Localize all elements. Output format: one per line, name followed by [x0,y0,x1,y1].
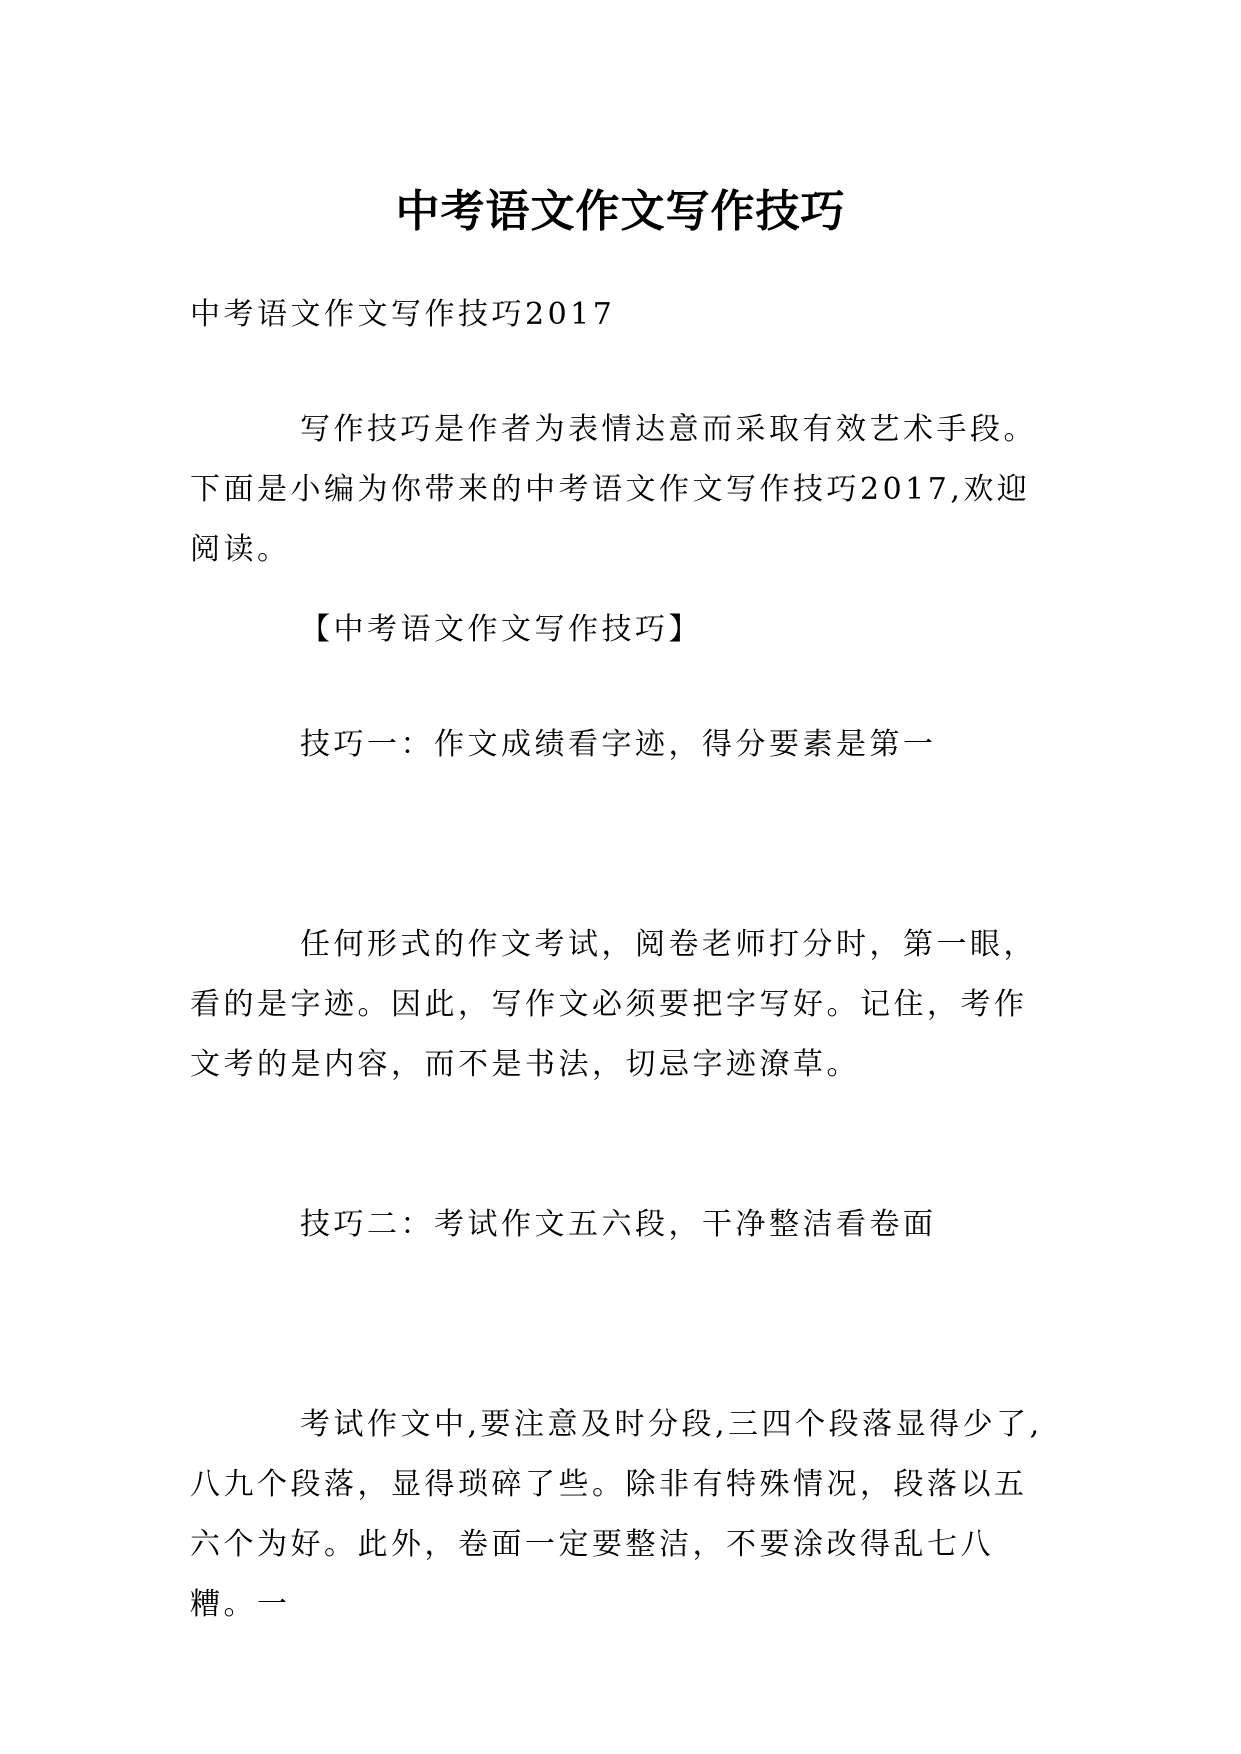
tip1-paragraph: 任何形式的作文考试，阅卷老师打分时，第一眼，看的是字迹。因此，写作文必须要把字写好。记住，考作文考的是内容，而不是书法，切忌字迹潦草。 [190,927,1037,1082]
intro-paragraph: 写作技巧是作者为表情达意而采取有效艺术手段。下面是小编为你带来的中考语文作文写作技巧2017,欢迎阅读。 [190,412,1037,567]
section-heading: 【中考语文作文写作技巧】 [300,612,702,647]
document-title: 中考语文作文写作技巧 [395,186,846,238]
subtitle-line: 中考语文作文写作技巧2017 [190,297,616,332]
tip1-heading: 技巧一：作文成绩看字迹，得分要素是第一 [300,727,937,762]
tip2-heading: 技巧二：考试作文五六段，干净整洁看卷面 [300,1207,937,1242]
tip2-paragraph: 考试作文中,要注意及时分段,三四个段落显得少了,八九个段落，显得琐碎了些。除非有特殊情况，段落以五六个为好。此外，卷面一定要整洁，不要涂改得乱七八糟。一 [190,1407,1043,1622]
